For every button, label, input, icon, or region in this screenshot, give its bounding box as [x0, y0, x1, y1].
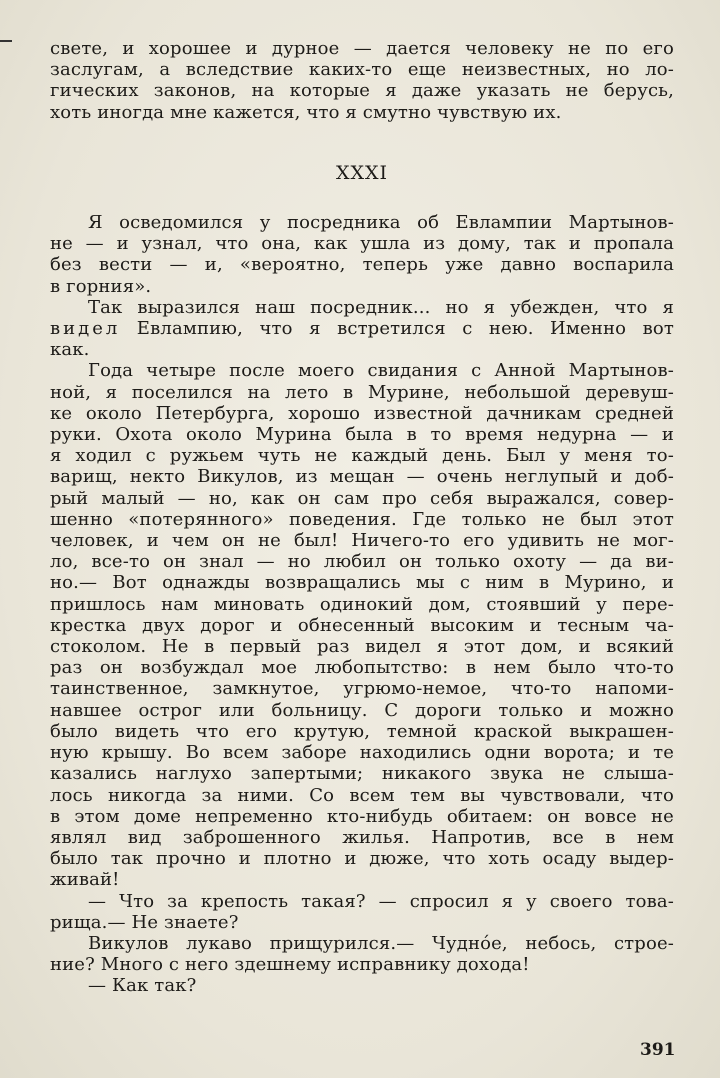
- text-line: гических законов, на которые я даже указать не берусь,: [50, 80, 674, 102]
- text-line: лось никогда за ними. Со всем тем вы чувствовали, что: [50, 784, 674, 806]
- text-line: я ходил с ружьем чуть не каждый день. Был у меня то-: [50, 445, 674, 467]
- text-line: раз он возбуждал мое любопытство: в нем было что-то: [50, 657, 674, 679]
- text-line: как.: [50, 339, 90, 361]
- text-line: варищ, некто Викулов, из мещан — очень неглупый и доб-: [50, 466, 674, 488]
- spaced-word: видел: [50, 318, 121, 340]
- text-line: без вести — и, «вероятно, теперь уже давно воспарила: [50, 254, 674, 276]
- intro-paragraph: [50, 38, 674, 123]
- text-line: в горния».: [50, 275, 152, 297]
- text-line: Я осведомился у посредника об Евлампии Мартынов-: [88, 212, 674, 234]
- paragraph-3: [50, 360, 674, 890]
- text-line: хоть иногда мне кажется, что я смутно чувствую их.: [50, 101, 562, 123]
- text-line: было видеть что его крутую, темной краской выкрашен-: [50, 720, 674, 742]
- page-number: 391: [640, 1040, 676, 1060]
- text-line: крестка двух дорог и обнесенный высоким и тесным ча-: [50, 614, 674, 636]
- text-line: таинственное, замкнутое, угрюмо-немое, что-то напоми-: [50, 678, 674, 700]
- text-line: казались наглухо запертыми; никакого звука не слыша-: [50, 763, 674, 785]
- page-text: [50, 38, 674, 997]
- text-line: но.— Вот однажды возвращались мы с ним в Мурино, и: [50, 572, 674, 594]
- text-line: ке около Петербурга, хорошо известной дачникам средней: [50, 402, 674, 424]
- text-line: руки. Охота около Мурина была в то время недурна — и: [50, 424, 674, 446]
- text-line: ной, я поселился на лето в Мурине, небольшой деревуш-: [50, 381, 674, 403]
- paragraph-5: [50, 933, 674, 975]
- text-line: Так выразился наш посредник... но я убежден, что я: [88, 296, 674, 318]
- text-line: ние? Много с него здешнему исправнику дохода!: [50, 954, 530, 976]
- text-line: пришлось нам миновать одинокий дом, стоявший у пере-: [50, 593, 674, 615]
- text-line: шенно «потерянного» поведения. Где только не был этот: [50, 508, 674, 530]
- text-line: рища.— Не знаете?: [50, 911, 239, 933]
- text-line: навшее острог или больницу. С дороги только и можно: [50, 699, 674, 721]
- paragraph-2: [50, 297, 674, 361]
- text-line: было так прочно и плотно и дюже, что хоть осаду выдер-: [50, 848, 674, 870]
- text-line: — Что за крепость такая? — спросил я у своего това-: [88, 890, 674, 912]
- paragraph-1: [50, 212, 674, 297]
- text-line: являл вид заброшенного жилья. Напротив, все в нем: [50, 826, 674, 848]
- text-line: в этом доме непременно кто-нибудь обитаем: он вовсе не: [50, 805, 674, 827]
- text-line: заслугам, а вследствие каких-то еще неизвестных, но ло-: [50, 59, 674, 81]
- paragraph-6: [50, 975, 674, 996]
- text-line: рый малый — но, как он сам про себя выражался, совер-: [50, 487, 674, 509]
- paragraph-4: [50, 891, 674, 933]
- chapter-heading: XXXI: [335, 161, 389, 184]
- text-line: человек, и чем он не был! Ничего-то его удивить не мог-: [50, 530, 674, 552]
- margin-mark: [0, 40, 12, 42]
- text-line: [50, 318, 674, 339]
- text-line: Года четыре после моего свидания с Анной Мартынов-: [88, 360, 674, 382]
- text-line: ную крышу. Во всем заборе находились одни ворота; и те: [50, 742, 674, 764]
- text-line: — Как так?: [88, 975, 197, 997]
- text-line: ло, все-то он знал — но любил он только охоту — да ви-: [50, 551, 674, 573]
- text-fragment: Евлампию, что я встретился с нею. Именно вот: [120, 318, 674, 340]
- text-line: стоколом. Не в первый раз видел я этот дом, и всякий: [50, 636, 674, 658]
- text-line: живай!: [50, 869, 120, 891]
- text-line: не — и узнал, что она, как ушла из дому, так и пропала: [50, 233, 674, 255]
- text-line: Викулов лукаво прищурился.— Чудно́е, небось, строе-: [88, 932, 674, 954]
- text-line: свете, и хорошее и дурное — дается человеку не по его: [50, 38, 674, 59]
